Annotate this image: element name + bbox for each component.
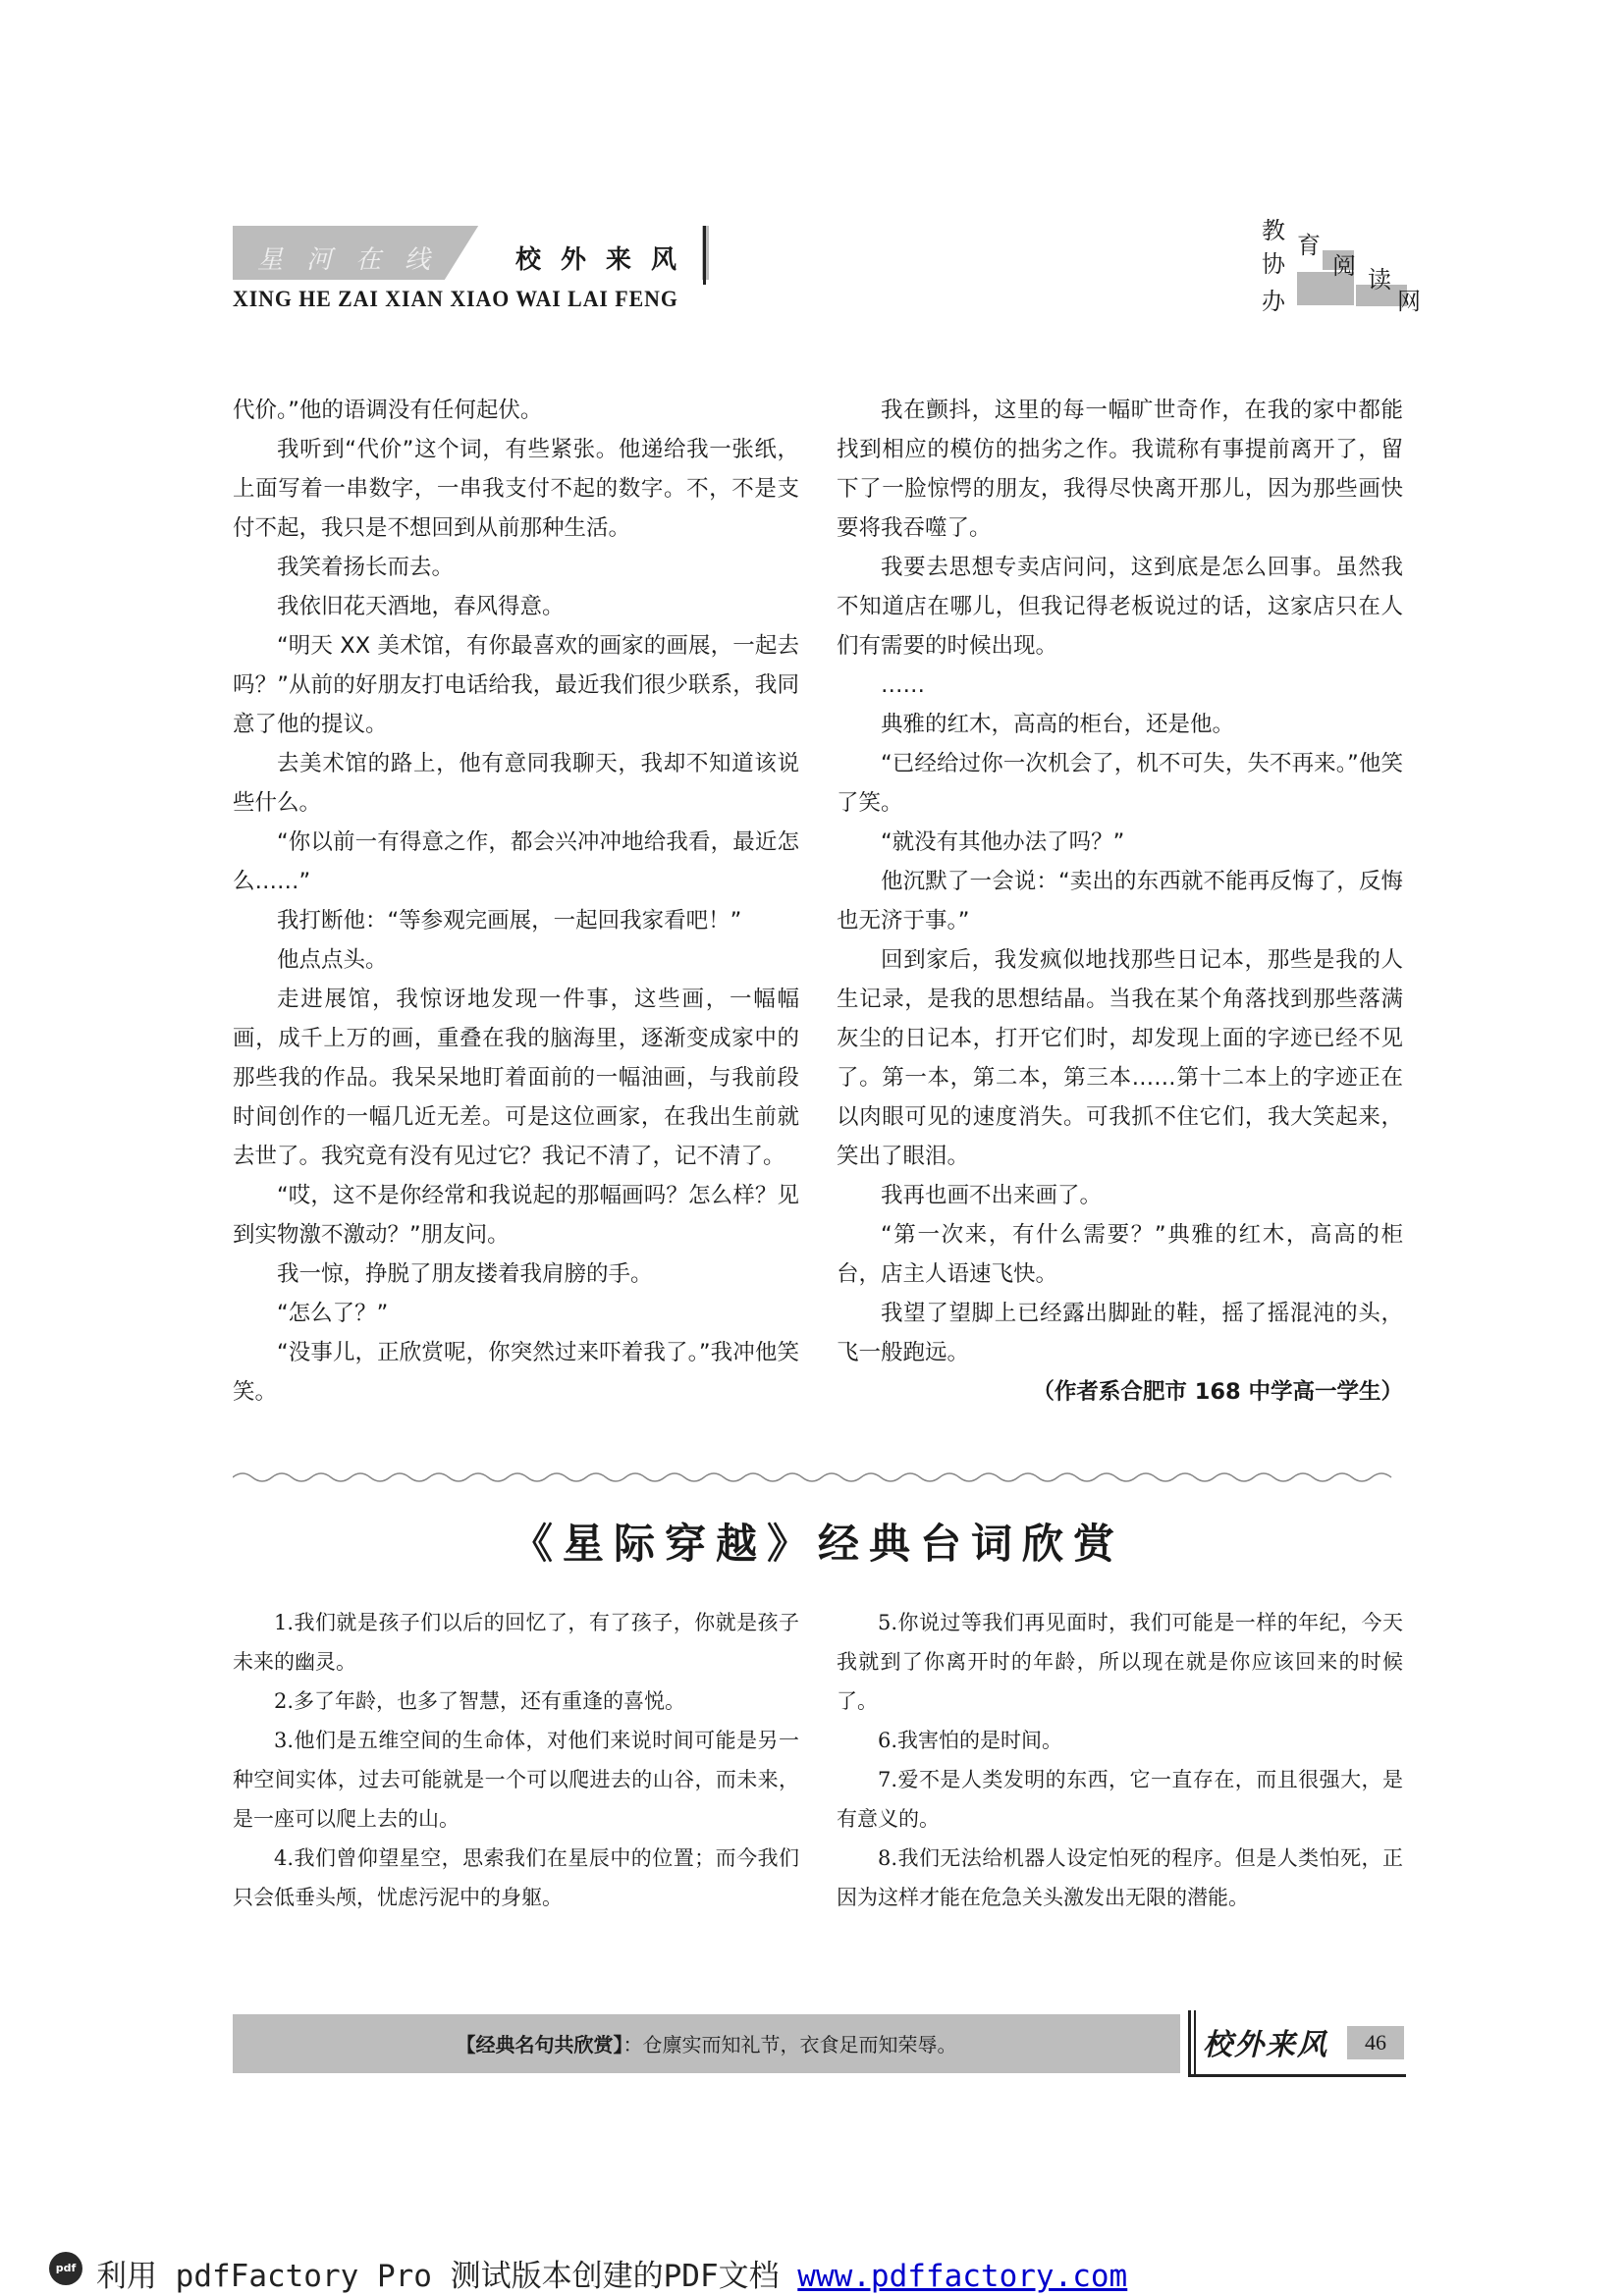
footer-quote [233, 2029, 1180, 2057]
page-number: 46 [1347, 2026, 1404, 2059]
paragraph: 典雅的红木，高高的柜台，还是他。 [881, 712, 1235, 737]
paragraph: 我依旧花天酒地，春风得意。 [277, 594, 565, 619]
paragraph: “没事儿，正欣赏呢，你突然过来吓着我了。”我冲他笑笑。 [233, 1340, 799, 1405]
paragraph: 我望了望脚上已经露出脚趾的鞋，摇了摇混沌的头，飞一般跑远。 [837, 1301, 1403, 1365]
watermark-link[interactable]: www.pdffactory.com [797, 2259, 1128, 2294]
footer-rule [1188, 2010, 1191, 2077]
header-divider [703, 226, 706, 285]
paragraph: 我要去思想专卖店问问，这到底是怎么回事。虽然我不知道店在哪儿，但我记得老板说过的话，这家店只在人们有需要的时候出现。 [837, 555, 1403, 659]
quotes-column-right [837, 1603, 1403, 1917]
paragraph: “明天 XX 美术馆，有你最喜欢的画家的画展，一起去吗？”从前的好朋友打电话给我，最近我们很少联系，我同意了他的提议。 [233, 633, 799, 737]
section-divider [233, 1469, 1403, 1485]
paragraph: 去美术馆的路上，他有意同我聊天，我却不知道该说些什么。 [233, 751, 799, 816]
paragraph: 我再也画不出来画了。 [881, 1183, 1103, 1208]
quote-item: 4.我们曾仰望星空，思索我们在星辰中的位置；而今我们只会低垂头颅，忧虑污泥中的身躯。 [233, 1846, 799, 1909]
logo-char: 阅 [1332, 252, 1356, 280]
pdf-icon: pdf [49, 2252, 82, 2285]
paragraph: 我打断他：“等参观完画展，一起回我家看吧！” [277, 908, 742, 934]
paragraph: “第一次来，有什么需要？”典雅的红木，高高的柜台，店主人语速飞快。 [837, 1222, 1403, 1287]
footer-quote-text: ：仓廪实而知礼节，衣食足而知荣辱。 [622, 2033, 957, 2056]
header-subtitle: XING HE ZAI XIAN XIAO WAI LAI FENG [233, 287, 678, 311]
article-column-right [837, 391, 1403, 1412]
paragraph: “已经给过你一次机会了，机不可失，失不再来。”他笑了笑。 [837, 751, 1403, 816]
author-signature: （作者系合肥市 168 中学高一学生） [1032, 1379, 1403, 1405]
logo-char: 教 [1262, 217, 1285, 244]
header-left-label: 星河在线 [257, 245, 455, 275]
quote-item: 2.多了年龄，也多了智慧，还有重逢的喜悦。 [274, 1689, 686, 1713]
paragraph: 我听到“代价”这个词，有些紧张。他递给我一张纸，上面写着一串数字，一串我支付不起的数字。不，不是支付不起，我只是不想回到从前那种生活。 [233, 437, 799, 541]
footer-logo: 校外来风 [1203, 2028, 1328, 2062]
logo-char: 协 [1262, 250, 1285, 278]
footer-rule [1188, 2074, 1406, 2077]
article-column-left [233, 391, 799, 1412]
paragraph: 他点点头。 [277, 947, 388, 973]
header-right-label: 校外来风 [515, 245, 697, 275]
quote-item: 1.我们就是孩子们以后的回忆了，有了孩子，你就是孩子未来的幽灵。 [233, 1611, 799, 1674]
paragraph: “怎么了？” [277, 1301, 389, 1326]
quotes-column-left [233, 1603, 799, 1917]
section-title: 《星际穿越》经典台词欣赏 [511, 1520, 1124, 1568]
paragraph: 我一惊，挣脱了朋友搂着我肩膀的手。 [277, 1261, 653, 1287]
quote-item: 8.我们无法给机器人设定怕死的程序。但是人类怕死，正因为这样才能在危急关头激发出无限的潜能。 [837, 1846, 1403, 1909]
paragraph: 回到家后，我发疯似地找那些日记本，那些是我的人生记录，是我的思想结晶。当我在某个角落找到那些落满灰尘的日记本，打开它们时，却发现上面的字迹已经不见了。第一本，第二本，第三本……第十二本上的字迹正在以肉眼可见的速度消失。可我抓不住它们，我大笑起来，笑出了眼泪。 [837, 947, 1403, 1169]
paragraph: “你以前一有得意之作，都会兴冲冲地给我看，最近怎么……” [233, 829, 799, 894]
logo-char: 育 [1297, 232, 1321, 259]
paragraph: 我在颤抖，这里的每一幅旷世奇作，在我的家中都能找到相应的模仿的拙劣之作。我谎称有事提前离开了，留下了一脸惊愕的朋友，我得尽快离开那儿，因为那些画快要将我吞噬了。 [837, 398, 1403, 541]
paragraph: 代价。”他的语调没有任何起伏。 [233, 398, 543, 423]
paragraph: 我笑着扬长而去。 [277, 555, 455, 580]
watermark-text [96, 2251, 1127, 2295]
site-logo [1262, 211, 1429, 319]
footer-quote-label: 【经典名句共欣赏】 [456, 2033, 623, 2056]
paragraph: …… [881, 672, 925, 698]
quote-item: 3.他们是五维空间的生命体，对他们来说时间可能是另一种空间实体，过去可能就是一个可以爬进去的山谷，而未来，是一座可以爬上去的山。 [233, 1729, 799, 1831]
watermark-prefix: 利用 pdfFactory Pro 测试版本创建的PDF文档 [96, 2259, 798, 2294]
paragraph: “就没有其他办法了吗？” [881, 829, 1125, 855]
footer-rule [1194, 2010, 1196, 2077]
paragraph: 走进展馆，我惊讶地发现一件事，这些画，一幅幅画，成千上万的画，重叠在我的脑海里，逐渐变成家中的那些我的作品。我呆呆地盯着面前的一幅油画，与我前段时间创作的一幅几近无差。可是这位画家，在我出生前就去世了。我究竟有没有见过它？我记不清了，记不清了。 [233, 987, 799, 1169]
paragraph: 他沉默了一会说：“卖出的东西就不能再反悔了，反悔也无济于事。” [837, 869, 1403, 934]
quote-item: 6.我害怕的是时间。 [878, 1729, 1063, 1752]
logo-char: 网 [1397, 288, 1421, 315]
paragraph: “哎，这不是你经常和我说起的那幅画吗？怎么样？见到实物激不激动？”朋友问。 [233, 1183, 799, 1248]
quote-item: 5.你说过等我们再见面时，我们可能是一样的年纪，今天我就到了你离开时的年龄，所以现在就是你应该回来的时候了。 [837, 1611, 1403, 1713]
logo-char: 读 [1368, 266, 1391, 294]
quote-item: 7.爱不是人类发明的东西，它一直存在，而且很强大，是有意义的。 [837, 1768, 1403, 1831]
logo-char: 办 [1262, 288, 1285, 315]
